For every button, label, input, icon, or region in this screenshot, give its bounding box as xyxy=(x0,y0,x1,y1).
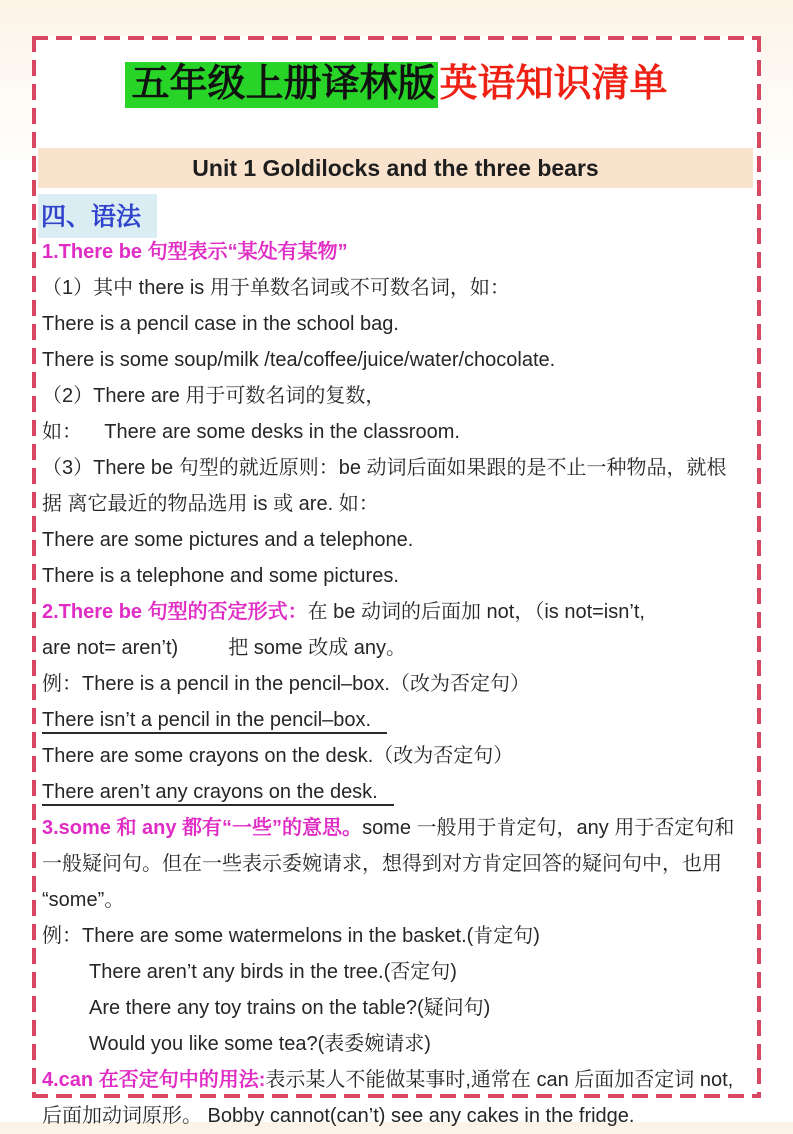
text-line xyxy=(42,450,755,486)
title-highlighted-part: 五年级上册译林版 xyxy=(125,62,437,108)
text-line xyxy=(42,1098,755,1134)
text-segment: There is a pencil case in the school bag. xyxy=(42,313,399,335)
grammar-content xyxy=(42,234,755,1134)
section-heading-label: 四、语法 xyxy=(38,194,157,238)
text-line xyxy=(42,558,755,594)
text-line xyxy=(42,522,755,558)
text-segment: some 一般用于肯定句，any 用于否定句和 xyxy=(362,817,735,839)
underlined-answer-text: There aren’t any crayons on the desk. xyxy=(42,781,394,806)
text-segment: are not= aren’t) 把 some 改成 any。 xyxy=(42,637,407,659)
grammar-point-heading: 2.There be 句型的否定形式： xyxy=(42,601,308,623)
text-segment: （2）There are 用于可数名词的复数， xyxy=(42,385,386,407)
text-segment: There aren’t any birds in the tree.(否定句) xyxy=(89,961,457,983)
text-line xyxy=(42,1062,755,1098)
text-segment: 如： There are some desks in the classroom. xyxy=(42,421,460,443)
text-line xyxy=(42,738,755,774)
dashed-border-top xyxy=(32,36,761,40)
section-heading xyxy=(38,194,761,232)
text-segment: There is a telephone and some pictures. xyxy=(42,565,399,587)
text-segment: 表示某人不能做某事时,通常在 can 后面加否定词 not, xyxy=(265,1069,734,1091)
text-segment: Are there any toy trains on the table?(疑问句) xyxy=(89,997,491,1019)
text-line xyxy=(42,666,755,702)
text-line xyxy=(42,954,755,990)
grammar-point-heading: 4.can 在否定句中的用法: xyxy=(42,1069,266,1091)
text-segment: 在 be 动词的后面加 not，（is not=isn’t, xyxy=(307,601,645,623)
text-segment: 后面加动词原形。 Bobby cannot(can’t) see any cakes in the fridge. xyxy=(42,1105,635,1127)
text-segment: There are some pictures and a telephone. xyxy=(42,529,414,551)
text-line xyxy=(42,630,755,666)
text-line xyxy=(42,1026,755,1062)
text-line xyxy=(42,918,755,954)
title-red-part: 英语知识清单 xyxy=(439,63,668,105)
text-segment: “some”。 xyxy=(42,889,125,911)
text-segment: 一般疑问句。但在一些表示委婉请求，想得到对方肯定回答的疑问句中，也用 xyxy=(42,853,722,875)
text-line xyxy=(42,882,755,918)
text-segment: There is some soup/milk /tea/coffee/juice/water/chocolate. xyxy=(42,349,556,371)
text-segment: 例：There is a pencil in the pencil–box.（改为否定句） xyxy=(42,673,530,695)
page-title xyxy=(32,56,761,112)
text-line xyxy=(42,810,755,846)
grammar-point-heading: 3.some 和 any 都有“一些”的意思。 xyxy=(42,817,363,839)
text-line xyxy=(42,270,755,306)
dashed-border-bottom xyxy=(32,1094,761,1098)
text-line xyxy=(42,414,755,450)
text-line xyxy=(42,306,755,342)
content-frame xyxy=(32,36,761,1127)
dashed-border-left xyxy=(32,36,36,1098)
text-line xyxy=(42,846,755,882)
unit-banner: Unit 1 Goldilocks and the three bears xyxy=(38,148,753,188)
text-line xyxy=(42,702,755,738)
text-segment: （3）There be 句型的就近原则：be 动词后面如果跟的是不止一种物品，就根 xyxy=(42,457,727,479)
text-line xyxy=(42,990,755,1026)
text-line xyxy=(42,486,755,522)
text-segment: There are some crayons on the desk.（改为否定句） xyxy=(42,745,514,767)
dashed-border-right xyxy=(757,36,761,1098)
underlined-answer-text: There isn’t a pencil in the pencil–box. xyxy=(42,709,387,734)
text-line xyxy=(42,774,755,810)
text-segment: 据 离它最近的物品选用 is 或 are. 如： xyxy=(42,493,379,515)
grammar-point-heading: 1.There be 句型表示“某处有某物” xyxy=(42,241,348,263)
text-line xyxy=(42,234,755,270)
text-segment: （1）其中 there is 用于单数名词或不可数名词，如： xyxy=(42,277,510,299)
text-line xyxy=(42,594,755,630)
text-line xyxy=(42,342,755,378)
text-segment: Would you like some tea?(表委婉请求) xyxy=(89,1033,431,1055)
text-segment: 例：There are some watermelons in the basket.(肯定句) xyxy=(42,925,540,947)
text-line xyxy=(42,378,755,414)
